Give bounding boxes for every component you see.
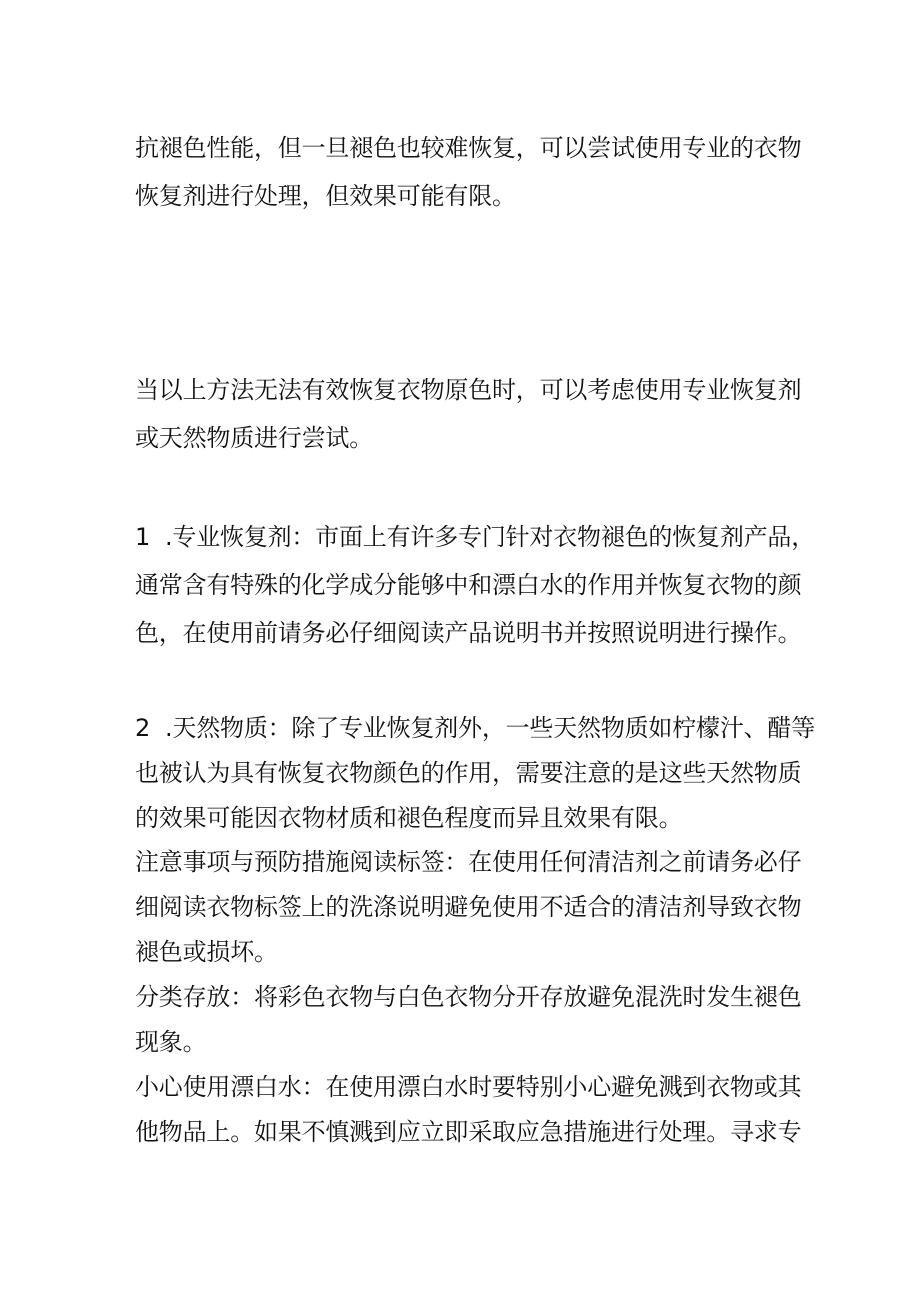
- text-line: 他物品上。如果不慎溅到应立即采取应急措施进行处理。寻求专: [135, 1118, 802, 1146]
- text-line: 当以上方法无法有效恢复衣物原色时，可以考虑使用专业恢复剂: [135, 376, 802, 404]
- text-line: 注意事项与预防措施阅读标签：在使用任何清洁剂之前请务必仔: [135, 848, 802, 876]
- text-line: 色，在使用前请务必仔细阅读产品说明书并按照说明进行操作。: [135, 619, 802, 647]
- text-line: 现象。: [135, 1028, 207, 1056]
- list-item-professional-restorer: [135, 513, 816, 657]
- text-line: 褪色或损坏。: [135, 938, 278, 966]
- list-number: 2: [135, 714, 151, 742]
- text-line: 分类存放：将彩色衣物与白色衣物分开存放避免混洗时发生褪色: [135, 983, 802, 1011]
- list-item-text: .天然物质：除了专业恢复剂外，一些天然物质如柠檬汁、醋等: [165, 714, 816, 742]
- list-item-natural-substances: [135, 706, 816, 841]
- text-line: [135, 513, 816, 561]
- paragraph-restore-intro: [135, 366, 802, 462]
- text-line: 通常含有特殊的化学成分能够中和漂白水的作用并恢复衣物的颜: [135, 571, 802, 599]
- text-line: [135, 706, 816, 751]
- text-line: 细阅读衣物标签上的洗涤说明避免使用不适合的清洁剂导致衣物: [135, 893, 802, 921]
- paragraph-read-labels: [135, 840, 802, 975]
- text-line: 小心使用漂白水：在使用漂白水时要特别小心避免溅到衣物或其: [135, 1073, 802, 1101]
- paragraph-fade-resistance: [135, 124, 802, 220]
- text-line: 或天然物质进行尝试。: [135, 424, 373, 452]
- text-line: 恢复剂进行处理，但效果可能有限。: [135, 182, 516, 210]
- list-number: 1: [135, 523, 151, 551]
- paragraph-sort-storage: [135, 975, 802, 1065]
- text-line: 也被认为具有恢复衣物颜色的作用，需要注意的是这些天然物质: [135, 759, 802, 787]
- list-item-text: .专业恢复剂：市面上有许多专门针对衣物褪色的恢复剂产品，: [165, 523, 816, 551]
- paragraph-careful-bleach: [135, 1065, 802, 1155]
- text-line: 的效果可能因衣物材质和褪色程度而异且效果有限。: [135, 804, 683, 832]
- text-line: 抗褪色性能，但一旦褪色也较难恢复，可以尝试使用专业的衣物: [135, 134, 802, 162]
